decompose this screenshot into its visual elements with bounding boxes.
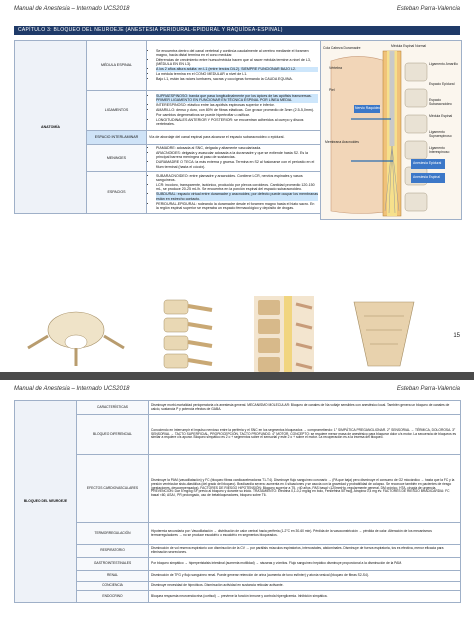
row-text: Disminución de TFG y flujo sanguíneo renal. Puede generar retención de orina (aumenta de tono esfínter) y atonía vesical (bloqueo de fibras S2-S4).	[149, 571, 461, 582]
row-text: Disminuye morbi-mortalidad perioperatoria c/s anestesia general. MECANISMO MOLECULAR: Bloqueo de canales de Na voltaje sensibles con anestésico local. También genera un bloqueo de canales de calcio, sustancia P y potencia efectos de GABA.	[149, 401, 461, 415]
spinal-anatomy-diagram	[320, 40, 462, 220]
diagram-label: Ligamento Amarillo	[429, 62, 458, 66]
list-item: • Bajo L1, están las raíces lumbares, sacras y coccígeas formando la CAUDA EQUINA.	[156, 77, 318, 81]
diagram-label: Ligamento Interespinoso	[429, 146, 450, 154]
espacio-label: ESPACIO INTERLAMINAR	[87, 131, 147, 145]
page-header	[14, 6, 460, 16]
diagram-label: Nervio Raquídeo	[355, 106, 381, 110]
diagram-label: Piel	[329, 88, 335, 92]
row-text: Bloquea respuesta neuroendocrina (cortisol) → previene la función inmune y controla hiperglicemia. Inhibición simpática.	[149, 591, 461, 603]
vertebra-illustrations	[14, 296, 460, 372]
list-item: • PERIDURAL-EPIDURAL: rodeando la duramadre desde el foramen magno hasta el hiato sacro. En la región espinal superior se esperaba un espacio fermacológico y depósito de drogas.	[156, 202, 318, 211]
list-item: • PIAMADRE: adosada al SNC, delgada y altamente vascularizada.	[156, 146, 318, 150]
list-item: • DURAMADRE O TECA: la más externa y gruesa. Termina en S2 al fusionarse con el periostio en el filum terminal (hasta el cóccix).	[156, 160, 318, 169]
diagram-label: Vértebra	[329, 66, 343, 70]
row-label: GASTROINTESTINALES	[77, 558, 149, 571]
list-item: • SUPRAESPINOSO: banda que pasa longitudinalmente por los ápices de las apófisis transversas. PRIMER LIGAMENTO EN FUNCIONAR EN TÉCNICA ESPINAL POR LÍNEA MEDIA.	[156, 94, 318, 103]
header-left-text: Manual de Anestesia – Internado UCS2018	[14, 6, 130, 12]
row-text: Disminución de vol reserva espiratorio con disminución de la CV → por parálisis músculos espiratorios, intercostales, abdominales. Disminuye de fuerza espiratoria, tos es efectiva, menor eficacia para eliminación secreciones.	[149, 545, 461, 558]
diagram-label: Anestesia Epidural	[413, 161, 442, 165]
ligamentos-cell	[147, 91, 321, 131]
row-label: ENDOCRINO	[77, 591, 149, 603]
list-item: • SUBDURAL: espacio virtual entre duramadre y aracnoides; por defecto puede ocupar los membranas están en estrecho contacto.	[156, 192, 318, 201]
row-text: Disminuye necesidad de hipnóticos. Disminución actividad en sustancia reticular activante.	[149, 582, 461, 591]
list-item: • A los 2 años altura adulta: en L1 (entre tercios D/L2). SIEMPRE FUNCIONAR BAJO L2.	[156, 67, 318, 71]
page-header	[14, 386, 460, 396]
diagram-label: Ligamento Supraespinoso	[429, 130, 452, 138]
meninges-label: MENINGES	[87, 145, 147, 172]
list-item: • ARACNOIDES: delgada y avascular adosada a la duramadre y que se extiende hasta S2. Es la principal barrera meníngea al paso de sustancias.	[156, 151, 318, 160]
header-left-text: Manual de Anestesia – Internado UCS2018	[14, 386, 130, 392]
row-label: RESPIRATORIO	[77, 545, 149, 558]
row-label: TERMORREGULACIÓN	[77, 523, 149, 545]
diagram-label: Anestesia Espinal	[413, 175, 440, 179]
list-item: • Se encuentra dentro del canal vertebral y continúa caudalmente al cerebro mediante el foramen magno, hacia distal termina en el cono medular.	[156, 49, 318, 58]
document-page-2	[0, 380, 474, 632]
list-item: • LCR: incoloro, transparente, isotónico, producido por plexos coroideos. Cantidad promedio 120-150 mL, se produce 20-25 mL/h. Se encuentra en la porción espinal del espacio subaracnoideo.	[156, 183, 318, 192]
chapter-title: CAPÍTULO 3: BLOQUEO DEL NEUROEJE (ANESTESIA PERIDURAL-EPIDURAL Y RAQUÍDEA-ESPINAL)	[14, 26, 460, 35]
list-item: • AMARILLO: denso y duro, con 80% de fibras elásticas. Con grosor promedio de 3mm (2.5-5,0mm). Por cambios degenerativos se puede hipertrofiar u osificar.	[156, 108, 318, 117]
list-item: • Diferencias de crecimiento entre hueso/médula hacen que al nacer médula termine a nivel de L3, (MÉDULA EN EN L3).	[156, 58, 318, 67]
row-label: BLOQUEO DIFERENCIAL	[77, 415, 149, 455]
medula-cell	[147, 41, 321, 91]
block-category: BLOQUEO DEL NEUROEJE	[15, 401, 77, 603]
sacrum-illustration	[354, 302, 414, 366]
row-text: Conociendo en interrumpir el impulso nervioso entre la periferia y el SNC en los segmentos bloqueados → comprometiendo: 1° SIMPÁTICA PREGANGLIONAR. 2° SENSORIAL → TÉRMICA, DOLOROSA. 3° SENSORIAL → TACTO SUPERFICIAL, PROPIOCEPCIÓN, TACTO PROFUNDO. 4° MOTOR. CONCEPTO: se requiere menor masa de anestésico para bloquear dolor c/s motor. La secuencia de bloqueos es similar a requiere c/s apurar. Bloqueo simpático es 2 o + segmentos sobre el sensorial y este 2 o + sobre el motor. La recuperación es a la inversa del bloqueo.	[149, 415, 461, 455]
espacios-cell	[147, 171, 321, 213]
row-label: RENAL	[77, 571, 149, 582]
vertebral-column-sagittal	[254, 296, 314, 372]
vertebral-column-lateral	[164, 300, 212, 368]
vertebra-superior-view	[28, 312, 124, 366]
list-item: • SUBARACNOIDEO: entre piamadre y aracnoides. Contiene LCR, nervios espinales y vasos sanguíneos.	[156, 174, 318, 183]
espacios-label: ESPACIOS	[87, 171, 147, 213]
row-label: EFECTOS CARDIOVASCULARES	[77, 455, 149, 523]
row-text: Disminuye la PAM (vasodilatación) y FC (bloqueo fibras cardioaceleradoras T1-T4). Disminuye flujo sanguíneo coronario → (PA que baja) pero disminuye el consumo de O2 miocárdico → hasta que la FC y la presión ventricular sisto-diastólica (del grado del bloqueo). Bradicardia severa: aumenta en 4 situaciones y se asocia con la gravedad y probabilidad de colapso. Se reconoce también en pacientes de riesgo (gestaciones, descompensados). FACTORES DE RIESGO HIPOTENSIÓN: Bloqueo superior a T5, >40 años, PAS basal <120mmHg, regularmente general, DM crónico, HTA, cirugía de urgencia. PREVENCIÓN: Dar 5 mg/kg SF previo al bloqueo y durante su inicio. TRATAMIENTO: Efedrina 0,1-0,2 mg/kg en bolo, Fenilefrina 50 mcg, Atropina 0,4 mg ev. FACTORES DE RIESGO BRADICARDIA: FC basal <60, ASA I, PR prolongado, uso de betabloqueadores, bloqueo sobre T6.	[149, 455, 461, 523]
anatomy-table	[14, 40, 321, 214]
ligamentos-label: LIGAMENTOS	[87, 91, 147, 131]
row-label: CARACTERÍSTICAS	[77, 401, 149, 415]
diagram-label: Espacio Epidural	[429, 82, 455, 86]
header-right-text: Esteban Parra-Valencia	[396, 386, 460, 392]
diagram-label: Membrana Aracnoides	[325, 140, 359, 144]
espacio-cell: Vía de abordaje del canal espinal para alcanzar el espacio subaracnoideo o epidural.	[147, 131, 321, 145]
list-item: • LONGITUDINALES ANTERIOR Y POSTERIOR: se encuentran adheridos al cuerpo y discos vertebrales.	[156, 118, 318, 127]
list-item: • La médula termina en el CONO MEDULAR a nivel de L1.	[156, 72, 318, 76]
anatomy-category: ANATOMÍA	[15, 41, 87, 214]
row-text: Por bloqueo simpático → hiperperistalsis intestinal (aumenta motilidad) → náuseas y vómitos. Flujo sanguíneo hepático disminuye proporcional a la disminución de la PAM.	[149, 558, 461, 571]
header-right-text: Esteban Parra-Valencia	[396, 6, 460, 12]
list-item: • INTERESPINOSO: elástico entre las apófisis espinosas superior e inferior.	[156, 103, 318, 107]
row-label: CONCIENCIA	[77, 582, 149, 591]
page-number: 15	[453, 333, 460, 339]
diagram-label: Médula Espinal	[429, 114, 453, 118]
vertebra-figures	[14, 296, 460, 372]
diagram-label: Médula Espinal Normal	[391, 44, 427, 48]
diagram-label: Cola Cabeza Duramadre	[323, 46, 361, 50]
diagram-label: Espacio Subaracnoideo	[429, 98, 452, 106]
meninges-cell	[147, 145, 321, 172]
neuroaxial-block-table	[14, 400, 461, 603]
row-text: Hipotermia secundaria por: Vasodilatación → distribución de calor central hacia periferia (1-2°C en 30-60 min). Pérdida de la vasoconstricción → pérdida de calor. Alteración de los mecanismos termorreguladores → no se produce escalofrío o escalofrío en segmentos bloqueados.	[149, 523, 461, 545]
medula-label: MÉDULA ESPINAL	[87, 41, 147, 91]
